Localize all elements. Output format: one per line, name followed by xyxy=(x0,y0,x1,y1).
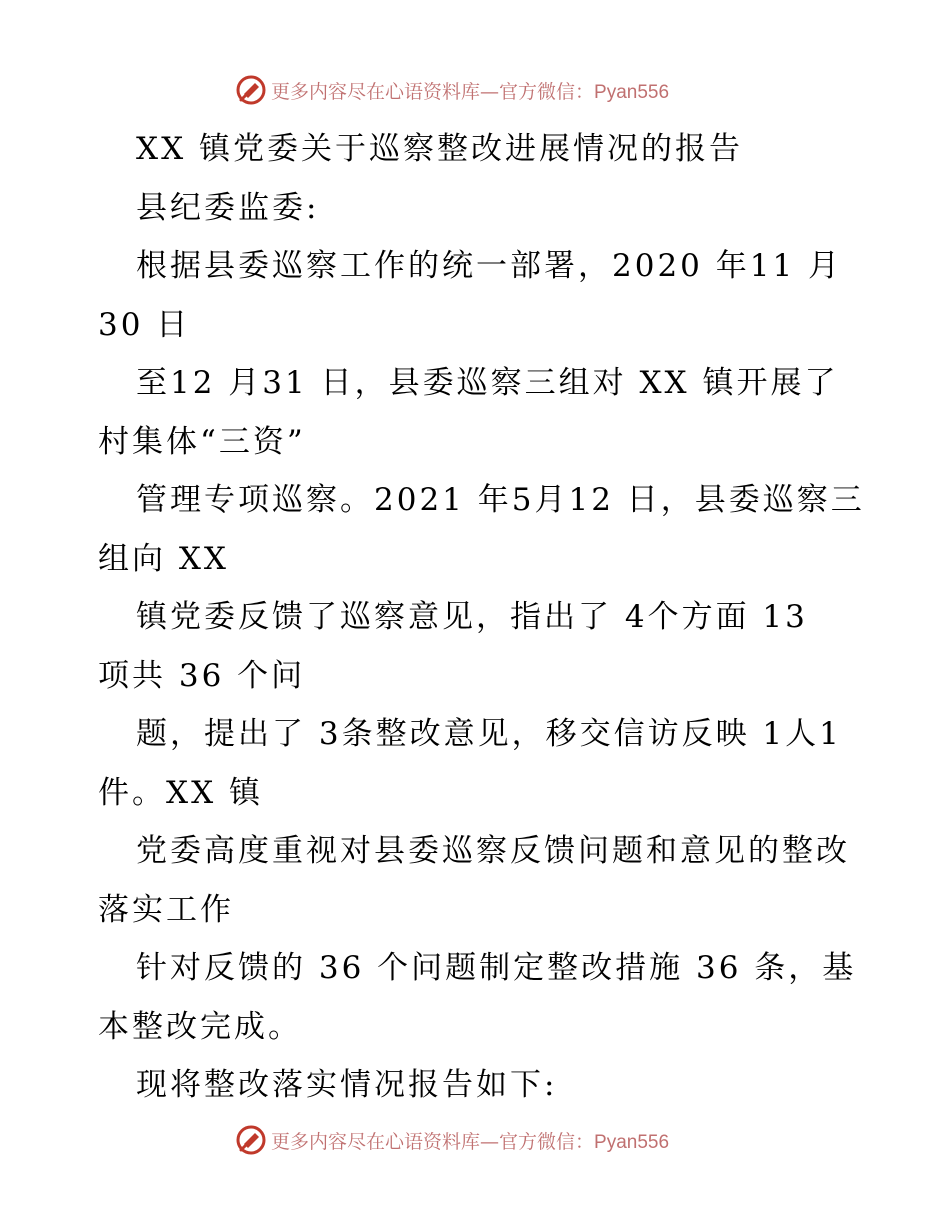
salutation: 县纪委监委: xyxy=(136,189,320,226)
paragraph-line: 落实工作 xyxy=(98,891,234,928)
watermark-account: Pyan556 xyxy=(594,1131,670,1153)
watermark-banner-top xyxy=(235,72,669,108)
paragraph-line: 针对反馈的 36 个问题制定整改措施 36 条，基 xyxy=(136,950,857,986)
paragraph-line: 管理专项巡察。2021 年5月12 日，县委巡察三 xyxy=(136,482,865,518)
paragraph-line: 题，提出了 3条整改意见，移交信访反映 1人1 xyxy=(136,716,842,752)
paragraph-line: 党委高度重视对县委巡察反馈问题和意见的整改 xyxy=(136,833,850,869)
seal-logo-icon xyxy=(235,74,267,106)
document-body xyxy=(98,120,868,1115)
document-title: XX 镇党委关于巡察整改进展情况的报告 xyxy=(136,131,743,167)
watermark-label: 更多内容尽在心语资料库—官方微信： xyxy=(271,1130,595,1153)
watermark-banner-bottom xyxy=(235,1122,669,1158)
paragraph-line: 本整改完成。 xyxy=(98,1008,302,1045)
watermark-label: 更多内容尽在心语资料库—官方微信： xyxy=(271,80,595,103)
seal-logo-icon xyxy=(235,1124,267,1156)
watermark-text xyxy=(271,77,669,104)
paragraph-line: 项共 36 个问 xyxy=(98,657,306,694)
paragraph-line: 组向 XX xyxy=(98,540,229,577)
paragraph-line: 30 日 xyxy=(98,306,191,343)
paragraph-line: 现将整改落实情况报告如下: xyxy=(136,1067,558,1103)
watermark-account: Pyan556 xyxy=(594,81,670,103)
paragraph-line: 村集体“三资” xyxy=(98,423,306,460)
paragraph-line: 镇党委反馈了巡察意见，指出了 4个方面 13 xyxy=(136,599,808,635)
watermark-text xyxy=(271,1127,669,1154)
paragraph-line: 件。XX 镇 xyxy=(98,774,263,811)
paragraph-line: 根据县委巡察工作的统一部署，2020 年11 月 xyxy=(136,248,843,284)
paragraph-line: 至12 月31 日，县委巡察三组对 XX 镇开展了 xyxy=(136,365,839,401)
